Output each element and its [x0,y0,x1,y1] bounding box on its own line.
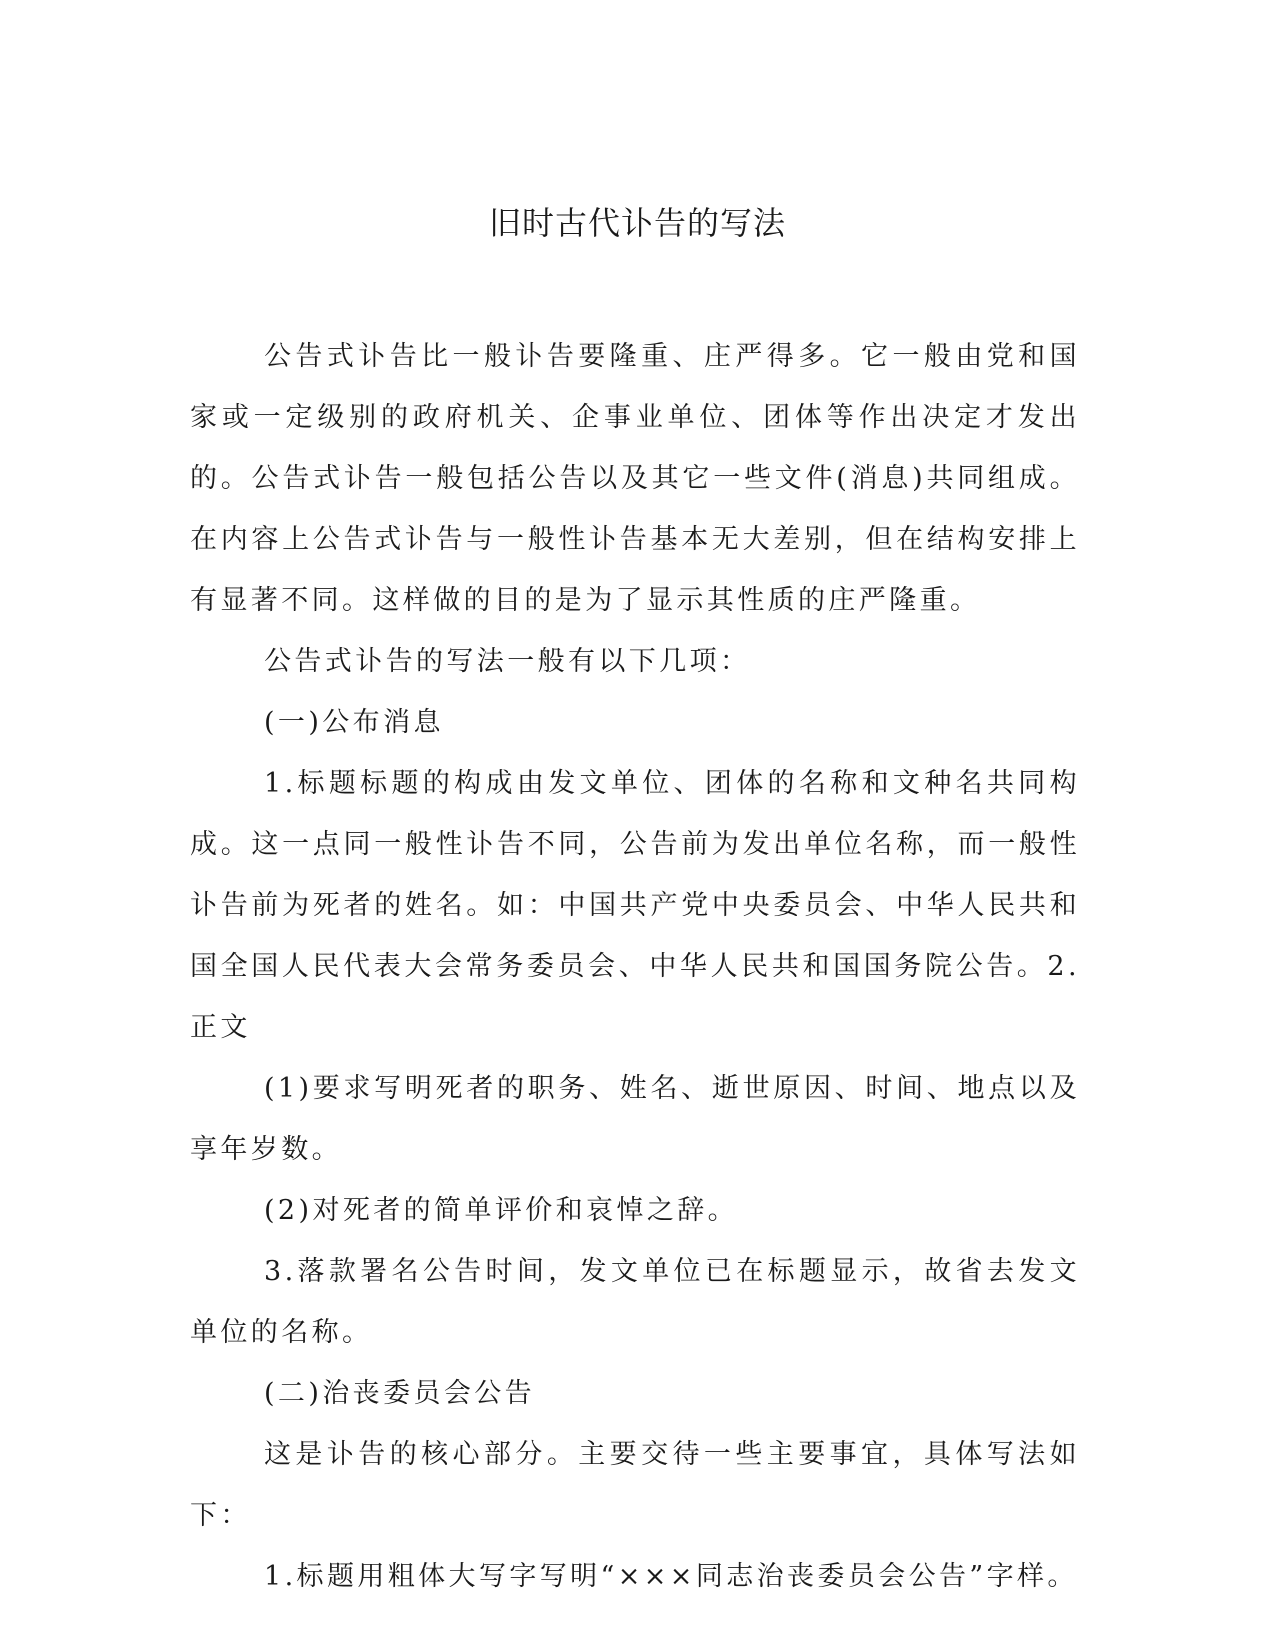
paragraph-body-item-2: (2)对死者的简单评价和哀悼之辞。 [264,1195,739,1226]
paragraph-title-item: 1.标题标题的构成由发文单位、团体的名称和文种名共同构成。这一点同一般性讣告不同，公告前为发出单位名称，而一般性讣告前为死者的姓名。如：中国共产党中央委员会、中华人民共和国全国人民代表大会常务委员会、中华人民共和国国务院公告。2.正文 [190,768,1080,1043]
paragraph-body-item-1: (1)要求写明死者的职务、姓名、逝世原因、时间、地点以及享年岁数。 [190,1073,1080,1165]
paragraph-method-intro: 公告式讣告的写法一般有以下几项： [264,646,751,677]
paragraph-committee-title-item: 1.标题用粗体大写字写明“×××同志治丧委员会公告”字样。 [264,1561,1078,1592]
section-heading-announce: (一)公布消息 [264,707,444,738]
paragraph-committee-intro: 这是讣告的核心部分。主要交待一些主要事宜，具体写法如下： [190,1439,1080,1531]
section-heading-committee: (二)治丧委员会公告 [264,1378,536,1409]
document-title: 旧时古代讣告的写法 [488,204,786,242]
paragraph-signature-item: 3.落款署名公告时间，发文单位已在标题显示，故省去发文单位的名称。 [190,1256,1080,1348]
paragraph-intro: 公告式讣告比一般讣告要隆重、庄严得多。它一般由党和国家或一定级别的政府机关、企事业单位、团体等作出决定才发出的。公告式讣告一般包括公告以及其它一些文件(消息)共同组成。在内容上公告式讣告与一般性讣告基本无大差别，但在结构安排上有显著不同。这样做的目的是为了显示其性质的庄严隆重。 [190,341,1080,616]
document-body [190,326,1080,1607]
